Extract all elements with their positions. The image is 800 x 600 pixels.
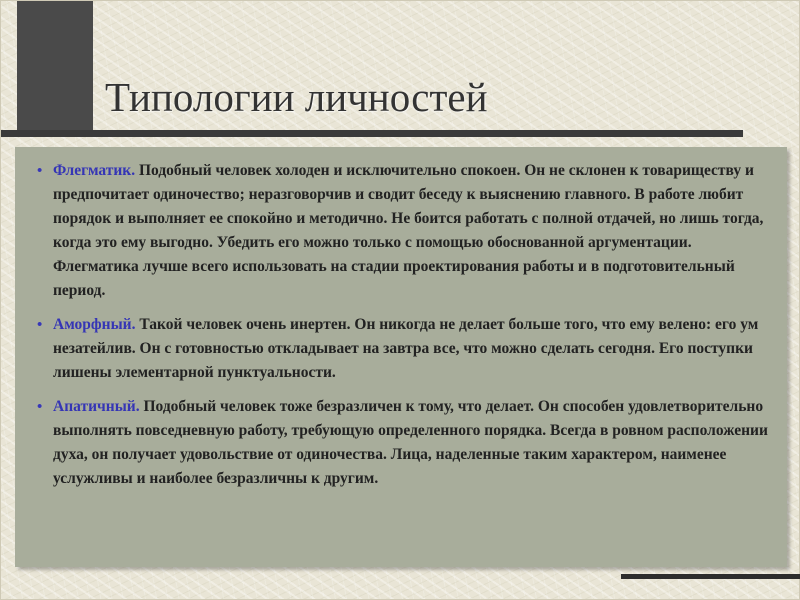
bullet-marker: •	[37, 317, 43, 333]
bullet-marker: •	[37, 399, 43, 415]
bullet-item-amorphous	[37, 313, 775, 385]
bullet-item-phlegmatic	[37, 159, 775, 303]
bullet-text: Подобный человек холоден и исключительно спокоен. Он не склонен к товариществу и предпочитает одиночество; неразговорчив и сводит беседу к выяснению главного. В работе любит порядок и выполняет ее спокойно и методично. Не боится работать с полной отдачей, но лишь тогда, когда это ему выгодно. Убедить его можно только с помощью обоснованной аргументации. Флегматика лучше всего использовать на стадии проектирования работы и в подготовительный период.	[53, 162, 764, 299]
bullet-term: Флегматик.	[53, 162, 136, 179]
bullet-item-apathetic	[37, 395, 775, 491]
bullet-list	[37, 159, 775, 491]
bullet-marker: •	[37, 163, 43, 179]
bullet-term: Апатичный.	[53, 398, 140, 415]
title-underline-rule	[1, 130, 743, 137]
bullet-term: Аморфный.	[53, 316, 136, 333]
bullet-text: Такой человек очень инертен. Он никогда не делает больше того, что ему велено: его ум незатейлив. Он с готовностью откладывает на завтра все, что можно сделать сегодня. Его поступки лишены элементарной пунктуальности.	[53, 316, 759, 381]
bullet-text: Подобный человек тоже безразличен к тому, что делает. Он способен удовлетворительно выполнять повседневную работу, требующую определенного порядка. Всегда в ровном расположении духа, он получает удовольствие от одиночества. Лица, наделенные таким характером, наименее услужливы и наиболее безразличны к другим.	[53, 398, 768, 487]
slide-title: Типологии личностей	[105, 74, 488, 120]
content-box	[15, 147, 787, 567]
bottom-accent-rule	[621, 574, 800, 579]
title-corner-block	[17, 1, 93, 137]
